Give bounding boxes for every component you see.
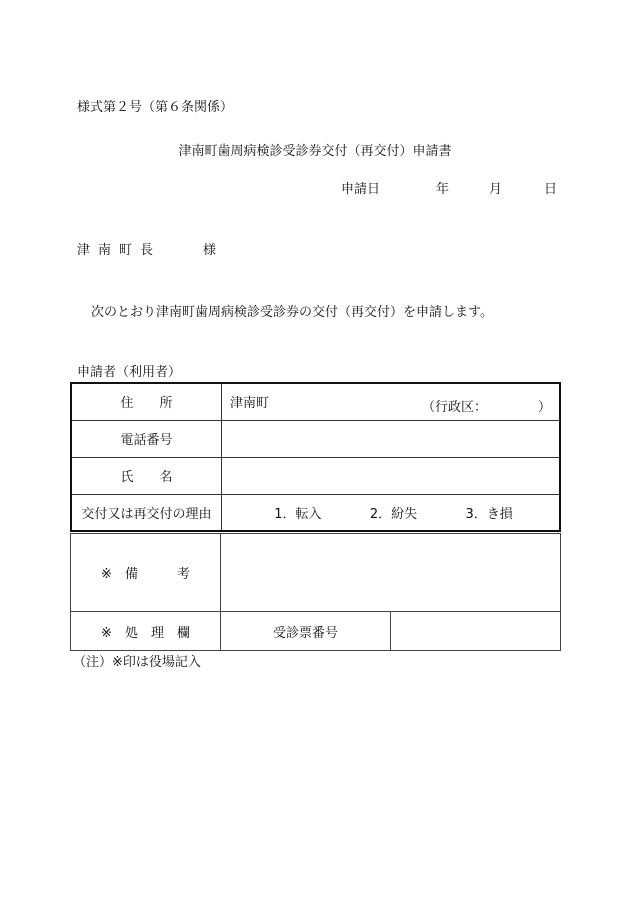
date-year-label: 年 xyxy=(436,182,450,197)
address-field[interactable] xyxy=(222,383,561,420)
address-row xyxy=(71,383,560,420)
addressee-honorific: 様 xyxy=(203,243,217,258)
form-number: 様式第２号（第６条関係） xyxy=(77,100,234,115)
phone-field[interactable] xyxy=(222,420,561,457)
office-use-table xyxy=(70,533,561,651)
reason-option-move-in[interactable]: 1．転入 xyxy=(274,506,322,522)
name-row xyxy=(71,457,560,494)
reason-options xyxy=(222,494,561,531)
process-row xyxy=(71,612,561,651)
reason-row xyxy=(71,494,560,531)
applicant-table xyxy=(70,382,561,532)
body-text: 次のとおり津南町歯周病検診受診券の交付（再交付）を申請します。 xyxy=(91,305,493,320)
phone-label: 電話番号 xyxy=(71,420,222,457)
applicant-label: 申請者（利用者） xyxy=(77,365,182,380)
name-field[interactable] xyxy=(222,457,561,494)
application-date-label: 申請日 xyxy=(341,182,381,197)
admin-district-label: （行政区： xyxy=(422,400,488,415)
addressee-name: 津南町長 xyxy=(77,243,162,258)
remarks-row xyxy=(71,534,561,612)
address-value: 津南町 xyxy=(230,396,270,412)
process-label: ※ 処 理 欄 xyxy=(71,612,221,651)
reason-option-lost[interactable]: 2．紛失 xyxy=(369,506,418,522)
ticket-number-field[interactable] xyxy=(391,612,561,651)
footnote: （注）※印は役場記入 xyxy=(73,655,201,670)
date-day-label: 日 xyxy=(544,182,558,197)
ticket-number-label: 受診票番号 xyxy=(221,612,391,651)
document-title: 津南町歯周病検診受診券交付（再交付）申請書 xyxy=(178,144,452,159)
reason-option-damaged[interactable]: 3．き損 xyxy=(465,506,513,522)
remarks-label: ※ 備 考 xyxy=(71,534,221,612)
name-label: 氏 名 xyxy=(71,457,222,494)
phone-row xyxy=(71,420,560,457)
date-month-label: 月 xyxy=(489,182,503,197)
reason-label: 交付又は再交付の理由 xyxy=(71,494,222,531)
address-label: 住 所 xyxy=(71,383,222,420)
remarks-field[interactable] xyxy=(221,534,561,612)
admin-district-close: ） xyxy=(537,400,551,415)
